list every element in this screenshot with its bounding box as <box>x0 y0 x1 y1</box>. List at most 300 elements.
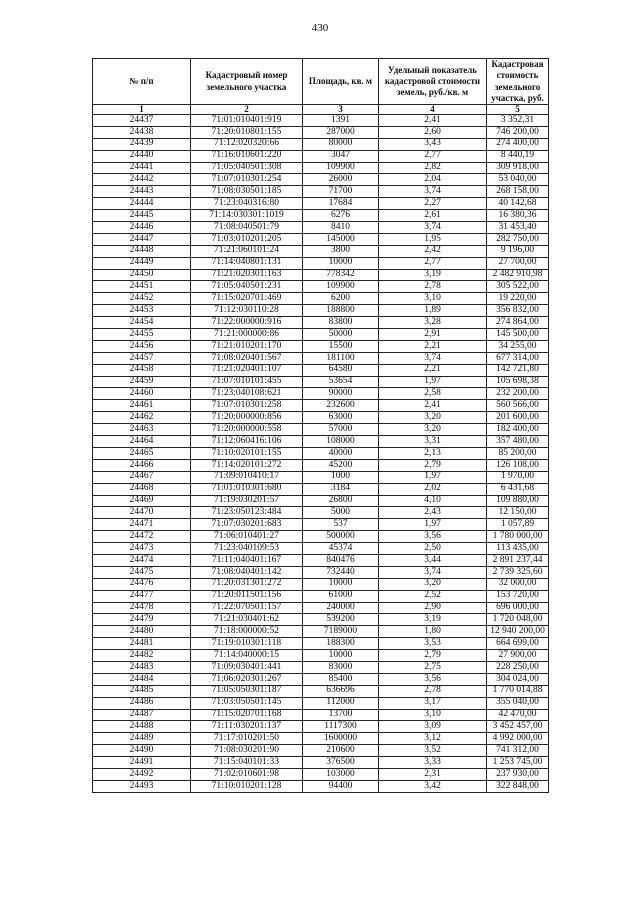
specific-value-cell: 3,33 <box>379 757 487 769</box>
cadastral-number-cell: 71:14:040000:15 <box>191 650 303 662</box>
table-row <box>93 293 549 305</box>
cadastral-number-cell: 71:07:010301:258 <box>191 400 303 412</box>
table-row <box>93 364 549 376</box>
specific-value-cell: 3,74 <box>379 186 487 198</box>
cadastral-value-cell: 4 992 000,00 <box>487 733 549 745</box>
cadastral-value-cell: 664 699,00 <box>487 638 549 650</box>
cadastral-value-cell: 2 482 910,98 <box>487 269 549 281</box>
row-number-cell: 24447 <box>93 233 191 245</box>
specific-value-cell: 2,27 <box>379 198 487 210</box>
cadastral-value-cell: 34 255,00 <box>487 340 549 352</box>
specific-value-cell: 3,19 <box>379 269 487 281</box>
specific-value-cell: 2,60 <box>379 126 487 138</box>
area-cell: 10000 <box>303 578 379 590</box>
cadastral-value-table <box>92 58 549 793</box>
cadastral-value-cell: 201 600,00 <box>487 412 549 424</box>
table-row <box>93 780 549 792</box>
cadastral-value-cell: 27 700,00 <box>487 257 549 269</box>
specific-value-cell: 2,50 <box>379 543 487 555</box>
specific-value-cell: 2,41 <box>379 115 487 127</box>
row-number-cell: 24442 <box>93 174 191 186</box>
table-row <box>93 281 549 293</box>
cadastral-value-cell: 1 770 014,88 <box>487 685 549 697</box>
cadastral-value-cell: 153 720,00 <box>487 590 549 602</box>
cadastral-number-cell: 71:21:020301:163 <box>191 269 303 281</box>
cadastral-number-cell: 71:12:020320:66 <box>191 138 303 150</box>
row-number-cell: 24482 <box>93 650 191 662</box>
cadastral-value-cell: 9 196,00 <box>487 245 549 257</box>
row-number-cell: 24465 <box>93 447 191 459</box>
area-cell: 15500 <box>303 340 379 352</box>
cadastral-value-cell: 53 040,00 <box>487 174 549 186</box>
cadastral-value-cell: 322 848,00 <box>487 780 549 792</box>
column-number: 4 <box>379 105 487 115</box>
specific-value-cell: 3,56 <box>379 531 487 543</box>
table-row <box>93 115 549 127</box>
row-number-cell: 24445 <box>93 210 191 222</box>
cadastral-number-cell: 71:08:030201:90 <box>191 745 303 757</box>
cadastral-number-cell: 71:09:030401:441 <box>191 661 303 673</box>
area-cell: 90000 <box>303 388 379 400</box>
table-row <box>93 269 549 281</box>
area-cell: 53654 <box>303 376 379 388</box>
table-row <box>93 543 549 555</box>
row-number-cell: 24481 <box>93 638 191 650</box>
cadastral-value-cell: 109 880,00 <box>487 495 549 507</box>
specific-value-cell: 2,41 <box>379 400 487 412</box>
row-number-cell: 24444 <box>93 198 191 210</box>
area-cell: 50000 <box>303 329 379 341</box>
specific-value-cell: 3,10 <box>379 293 487 305</box>
area-cell: 240000 <box>303 602 379 614</box>
row-number-cell: 24464 <box>93 436 191 448</box>
specific-value-cell: 3,31 <box>379 436 487 448</box>
specific-value-cell: 2,61 <box>379 210 487 222</box>
area-cell: 64580 <box>303 364 379 376</box>
cadastral-value-cell: 31 453,40 <box>487 222 549 234</box>
cadastral-value-cell: 1 720 048,00 <box>487 614 549 626</box>
row-number-cell: 24486 <box>93 697 191 709</box>
area-cell: 1117300 <box>303 721 379 733</box>
table-row <box>93 245 549 257</box>
cadastral-number-cell: 71:17:010201:50 <box>191 733 303 745</box>
table-row <box>93 352 549 364</box>
cadastral-number-cell: 71:15:040101:33 <box>191 757 303 769</box>
cadastral-number-cell: 71:23:040316:80 <box>191 198 303 210</box>
header-cadastral-value: Кадастровая стоимость земельного участка, руб. <box>487 59 549 105</box>
specific-value-cell: 1,95 <box>379 233 487 245</box>
cadastral-value-cell: 27 900,00 <box>487 650 549 662</box>
area-cell: 376500 <box>303 757 379 769</box>
area-cell: 778342 <box>303 269 379 281</box>
cadastral-value-cell: 3 352,31 <box>487 115 549 127</box>
specific-value-cell: 2,52 <box>379 590 487 602</box>
area-cell: 13700 <box>303 709 379 721</box>
specific-value-cell: 3,12 <box>379 733 487 745</box>
specific-value-cell: 2,42 <box>379 245 487 257</box>
cadastral-number-cell: 71:20:031301:272 <box>191 578 303 590</box>
area-cell: 45200 <box>303 459 379 471</box>
table-row <box>93 424 549 436</box>
page-number: 430 <box>311 22 329 34</box>
table-row <box>93 317 549 329</box>
area-cell: 232600 <box>303 400 379 412</box>
cadastral-value-cell: 357 480,00 <box>487 436 549 448</box>
area-cell: 3800 <box>303 245 379 257</box>
column-numbers-row <box>93 105 549 115</box>
row-number-cell: 24457 <box>93 352 191 364</box>
row-number-cell: 24440 <box>93 150 191 162</box>
cadastral-value-cell: 304 024,00 <box>487 673 549 685</box>
cadastral-value-cell: 2 739 325,60 <box>487 566 549 578</box>
row-number-cell: 24479 <box>93 614 191 626</box>
table-row <box>93 661 549 673</box>
table-row <box>93 305 549 317</box>
row-number-cell: 24487 <box>93 709 191 721</box>
table-row <box>93 507 549 519</box>
area-cell: 61000 <box>303 590 379 602</box>
cadastral-number-cell: 71:07:010301:254 <box>191 174 303 186</box>
cadastral-number-cell: 71:07:010101:455 <box>191 376 303 388</box>
specific-value-cell: 2,82 <box>379 162 487 174</box>
table-row <box>93 150 549 162</box>
specific-value-cell: 1,97 <box>379 519 487 531</box>
row-number-cell: 24477 <box>93 590 191 602</box>
row-number-cell: 24439 <box>93 138 191 150</box>
specific-value-cell: 3,20 <box>379 424 487 436</box>
table-row <box>93 376 549 388</box>
row-number-cell: 24460 <box>93 388 191 400</box>
cadastral-number-cell: 71:14:030301:1019 <box>191 210 303 222</box>
row-number-cell: 24461 <box>93 400 191 412</box>
column-number: 3 <box>303 105 379 115</box>
header-cadastral-number: Кадастровый номер земельного участка <box>191 59 303 105</box>
table-row <box>93 578 549 590</box>
row-number-cell: 24491 <box>93 757 191 769</box>
cadastral-value-cell: 305 522,00 <box>487 281 549 293</box>
row-number-cell: 24441 <box>93 162 191 174</box>
row-number-cell: 24455 <box>93 329 191 341</box>
table-row <box>93 709 549 721</box>
table-row <box>93 685 549 697</box>
cadastral-number-cell: 71:05:050301:187 <box>191 685 303 697</box>
area-cell: 26800 <box>303 495 379 507</box>
area-cell: 94400 <box>303 780 379 792</box>
cadastral-value-cell: 3 452 457,00 <box>487 721 549 733</box>
row-number-cell: 24475 <box>93 566 191 578</box>
cadastral-value-cell: 12 150,00 <box>487 507 549 519</box>
cadastral-value-cell: 282 750,00 <box>487 233 549 245</box>
cadastral-number-cell: 71:11:040401:167 <box>191 554 303 566</box>
area-cell: 57000 <box>303 424 379 436</box>
row-number-cell: 24471 <box>93 519 191 531</box>
cadastral-number-cell: 71:08:040501:79 <box>191 222 303 234</box>
table-row <box>93 436 549 448</box>
cadastral-value-cell: 268 158,00 <box>487 186 549 198</box>
cadastral-number-cell: 71:08:020401:567 <box>191 352 303 364</box>
specific-value-cell: 2,79 <box>379 650 487 662</box>
area-cell: 45374 <box>303 543 379 555</box>
area-cell: 109900 <box>303 162 379 174</box>
row-number-cell: 24478 <box>93 602 191 614</box>
table-row <box>93 519 549 531</box>
row-number-cell: 24488 <box>93 721 191 733</box>
row-number-cell: 24473 <box>93 543 191 555</box>
row-number-cell: 24469 <box>93 495 191 507</box>
table-row <box>93 483 549 495</box>
cadastral-number-cell: 71:06:010401:27 <box>191 531 303 543</box>
cadastral-value-cell: 1 780 000,00 <box>487 531 549 543</box>
cadastral-value-cell: 2 891 237,44 <box>487 554 549 566</box>
cadastral-value-cell: 142 721,80 <box>487 364 549 376</box>
specific-value-cell: 2,90 <box>379 602 487 614</box>
row-number-cell: 24443 <box>93 186 191 198</box>
specific-value-cell: 3,53 <box>379 638 487 650</box>
row-number-cell: 24446 <box>93 222 191 234</box>
row-number-cell: 24490 <box>93 745 191 757</box>
table-row <box>93 126 549 138</box>
specific-value-cell: 3,74 <box>379 566 487 578</box>
area-cell: 6276 <box>303 210 379 222</box>
cadastral-number-cell: 71:08:040401:142 <box>191 566 303 578</box>
cadastral-number-cell: 71:06:020301:267 <box>191 673 303 685</box>
cadastral-number-cell: 71:10:020101:155 <box>191 447 303 459</box>
cadastral-value-cell: 356 832,00 <box>487 305 549 317</box>
specific-value-cell: 2,21 <box>379 340 487 352</box>
specific-value-cell: 4,10 <box>379 495 487 507</box>
row-number-cell: 24484 <box>93 673 191 685</box>
cadastral-value-cell: 6 431,68 <box>487 483 549 495</box>
cadastral-value-cell: 1 253 745,00 <box>487 757 549 769</box>
cadastral-number-cell: 71:21:060101:24 <box>191 245 303 257</box>
area-cell: 188300 <box>303 638 379 650</box>
table-row <box>93 495 549 507</box>
table-row <box>93 329 549 341</box>
area-cell: 210600 <box>303 745 379 757</box>
table-row <box>93 233 549 245</box>
table-row <box>93 400 549 412</box>
area-cell: 5000 <box>303 507 379 519</box>
specific-value-cell: 3,17 <box>379 697 487 709</box>
specific-value-cell: 2,58 <box>379 388 487 400</box>
cadastral-number-cell: 71:14:040801:131 <box>191 257 303 269</box>
row-number-cell: 24474 <box>93 554 191 566</box>
row-number-cell: 24454 <box>93 317 191 329</box>
cadastral-number-cell: 71:10:010201:128 <box>191 780 303 792</box>
area-cell: 188800 <box>303 305 379 317</box>
specific-value-cell: 2,04 <box>379 174 487 186</box>
cadastral-number-cell: 71:09:010410:17 <box>191 471 303 483</box>
row-number-cell: 24458 <box>93 364 191 376</box>
specific-value-cell: 3,20 <box>379 578 487 590</box>
cadastral-number-cell: 71:02:010601:98 <box>191 768 303 780</box>
table-row <box>93 697 549 709</box>
specific-value-cell: 3,52 <box>379 745 487 757</box>
cadastral-value-cell: 355 040,00 <box>487 697 549 709</box>
specific-value-cell: 3,74 <box>379 222 487 234</box>
cadastral-number-cell: 71:20:011501:156 <box>191 590 303 602</box>
specific-value-cell: 1,97 <box>379 376 487 388</box>
column-number: 2 <box>191 105 303 115</box>
row-number-cell: 24449 <box>93 257 191 269</box>
cadastral-number-cell: 71:21:030401:62 <box>191 614 303 626</box>
specific-value-cell: 2,77 <box>379 150 487 162</box>
cadastral-number-cell: 71:16:010601:220 <box>191 150 303 162</box>
cadastral-number-cell: 71:19:010301:118 <box>191 638 303 650</box>
specific-value-cell: 2,13 <box>379 447 487 459</box>
row-number-cell: 24480 <box>93 626 191 638</box>
specific-value-cell: 3,43 <box>379 138 487 150</box>
row-number-cell: 24448 <box>93 245 191 257</box>
cadastral-number-cell: 71:22:000000:916 <box>191 317 303 329</box>
specific-value-cell: 3,42 <box>379 780 487 792</box>
specific-value-cell: 3,19 <box>379 614 487 626</box>
area-cell: 17684 <box>303 198 379 210</box>
row-number-cell: 24466 <box>93 459 191 471</box>
row-number-cell: 24451 <box>93 281 191 293</box>
area-cell: 3184 <box>303 483 379 495</box>
cadastral-value-cell: 19 220,00 <box>487 293 549 305</box>
specific-value-cell: 2,43 <box>379 507 487 519</box>
cadastral-value-cell: 40 142,68 <box>487 198 549 210</box>
row-number-cell: 24463 <box>93 424 191 436</box>
cadastral-number-cell: 71:05:040501:231 <box>191 281 303 293</box>
cadastral-number-cell: 71:20:010801:155 <box>191 126 303 138</box>
area-cell: 80000 <box>303 138 379 150</box>
specific-value-cell: 3,74 <box>379 352 487 364</box>
specific-value-cell: 3,44 <box>379 554 487 566</box>
row-number-cell: 24438 <box>93 126 191 138</box>
table-row <box>93 162 549 174</box>
cadastral-value-cell: 182 400,00 <box>487 424 549 436</box>
row-number-cell: 24452 <box>93 293 191 305</box>
cadastral-number-cell: 71:21:020401:107 <box>191 364 303 376</box>
specific-value-cell: 2,02 <box>379 483 487 495</box>
row-number-cell: 24483 <box>93 661 191 673</box>
cadastral-number-cell: 71:12:030110:28 <box>191 305 303 317</box>
cadastral-value-cell: 232 200,00 <box>487 388 549 400</box>
cadastral-number-cell: 71:15:020701:168 <box>191 709 303 721</box>
table-row <box>93 650 549 662</box>
row-number-cell: 24470 <box>93 507 191 519</box>
table-row <box>93 757 549 769</box>
cadastral-value-cell: 12 940 200,00 <box>487 626 549 638</box>
area-cell: 537 <box>303 519 379 531</box>
table-row <box>93 745 549 757</box>
table-row <box>93 602 549 614</box>
area-cell: 6200 <box>303 293 379 305</box>
specific-value-cell: 3,09 <box>379 721 487 733</box>
row-number-cell: 24468 <box>93 483 191 495</box>
specific-value-cell: 1,97 <box>379 471 487 483</box>
specific-value-cell: 2,75 <box>379 661 487 673</box>
header-row-number: № п/п <box>93 59 191 105</box>
row-number-cell: 24489 <box>93 733 191 745</box>
table-row <box>93 174 549 186</box>
cadastral-value-cell: 145 500,00 <box>487 329 549 341</box>
table-row <box>93 566 549 578</box>
area-cell: 103000 <box>303 768 379 780</box>
cadastral-number-cell: 71:20:000000:856 <box>191 412 303 424</box>
cadastral-number-cell: 71:07:030201:683 <box>191 519 303 531</box>
column-number: 5 <box>487 105 549 115</box>
row-number-cell: 24462 <box>93 412 191 424</box>
cadastral-number-cell: 71:18:000000:52 <box>191 626 303 638</box>
cadastral-number-cell: 71:23:050123:484 <box>191 507 303 519</box>
cadastral-value-cell: 309 918,00 <box>487 162 549 174</box>
area-cell: 10000 <box>303 650 379 662</box>
cadastral-number-cell: 71:15:020701:469 <box>191 293 303 305</box>
cadastral-value-cell: 741 312,00 <box>487 745 549 757</box>
table-row <box>93 614 549 626</box>
area-cell: 83800 <box>303 317 379 329</box>
cadastral-value-cell: 677 314,00 <box>487 352 549 364</box>
area-cell: 112000 <box>303 697 379 709</box>
table-row <box>93 257 549 269</box>
specific-value-cell: 2,21 <box>379 364 487 376</box>
row-number-cell: 24456 <box>93 340 191 352</box>
cadastral-number-cell: 71:03:050501:145 <box>191 697 303 709</box>
area-cell: 539200 <box>303 614 379 626</box>
area-cell: 109900 <box>303 281 379 293</box>
row-number-cell: 24485 <box>93 685 191 697</box>
area-cell: 287000 <box>303 126 379 138</box>
area-cell: 7189000 <box>303 626 379 638</box>
specific-value-cell: 2,91 <box>379 329 487 341</box>
table-row <box>93 210 549 222</box>
cadastral-number-cell: 71:01:010401:919 <box>191 115 303 127</box>
specific-value-cell: 2,79 <box>379 459 487 471</box>
specific-value-cell: 2,77 <box>379 257 487 269</box>
specific-value-cell: 2,78 <box>379 281 487 293</box>
cadastral-value-cell: 746 200,00 <box>487 126 549 138</box>
cadastral-number-cell: 71:20:000000:558 <box>191 424 303 436</box>
table-row <box>93 721 549 733</box>
cadastral-number-cell: 71:12:060416:106 <box>191 436 303 448</box>
area-cell: 83000 <box>303 661 379 673</box>
table-row <box>93 447 549 459</box>
row-number-cell: 24453 <box>93 305 191 317</box>
cadastral-number-cell: 71:08:030501:185 <box>191 186 303 198</box>
cadastral-number-cell: 71:03:010201:205 <box>191 233 303 245</box>
area-cell: 732440 <box>303 566 379 578</box>
cadastral-value-cell: 32 000,00 <box>487 578 549 590</box>
cadastral-value-cell: 274 400,00 <box>487 138 549 150</box>
specific-value-cell: 3,20 <box>379 412 487 424</box>
cadastral-value-cell: 696 000,00 <box>487 602 549 614</box>
table-row <box>93 412 549 424</box>
row-number-cell: 24450 <box>93 269 191 281</box>
area-cell: 145000 <box>303 233 379 245</box>
table-row <box>93 554 549 566</box>
cadastral-value-cell: 113 435,00 <box>487 543 549 555</box>
specific-value-cell: 3,56 <box>379 673 487 685</box>
column-number: 1 <box>93 105 191 115</box>
specific-value-cell: 2,31 <box>379 768 487 780</box>
cadastral-value-cell: 237 930,00 <box>487 768 549 780</box>
header-area: Площадь, кв. м <box>303 59 379 105</box>
area-cell: 3047 <box>303 150 379 162</box>
area-cell: 85400 <box>303 673 379 685</box>
cadastral-number-cell: 71:22:070501:157 <box>191 602 303 614</box>
row-number-cell: 24459 <box>93 376 191 388</box>
cadastral-value-cell: 274 864,00 <box>487 317 549 329</box>
cadastral-number-cell: 71:21:010201:170 <box>191 340 303 352</box>
cadastral-value-cell: 560 566,00 <box>487 400 549 412</box>
table-row <box>93 222 549 234</box>
row-number-cell: 24467 <box>93 471 191 483</box>
cadastral-number-cell: 71:14:020101:272 <box>191 459 303 471</box>
